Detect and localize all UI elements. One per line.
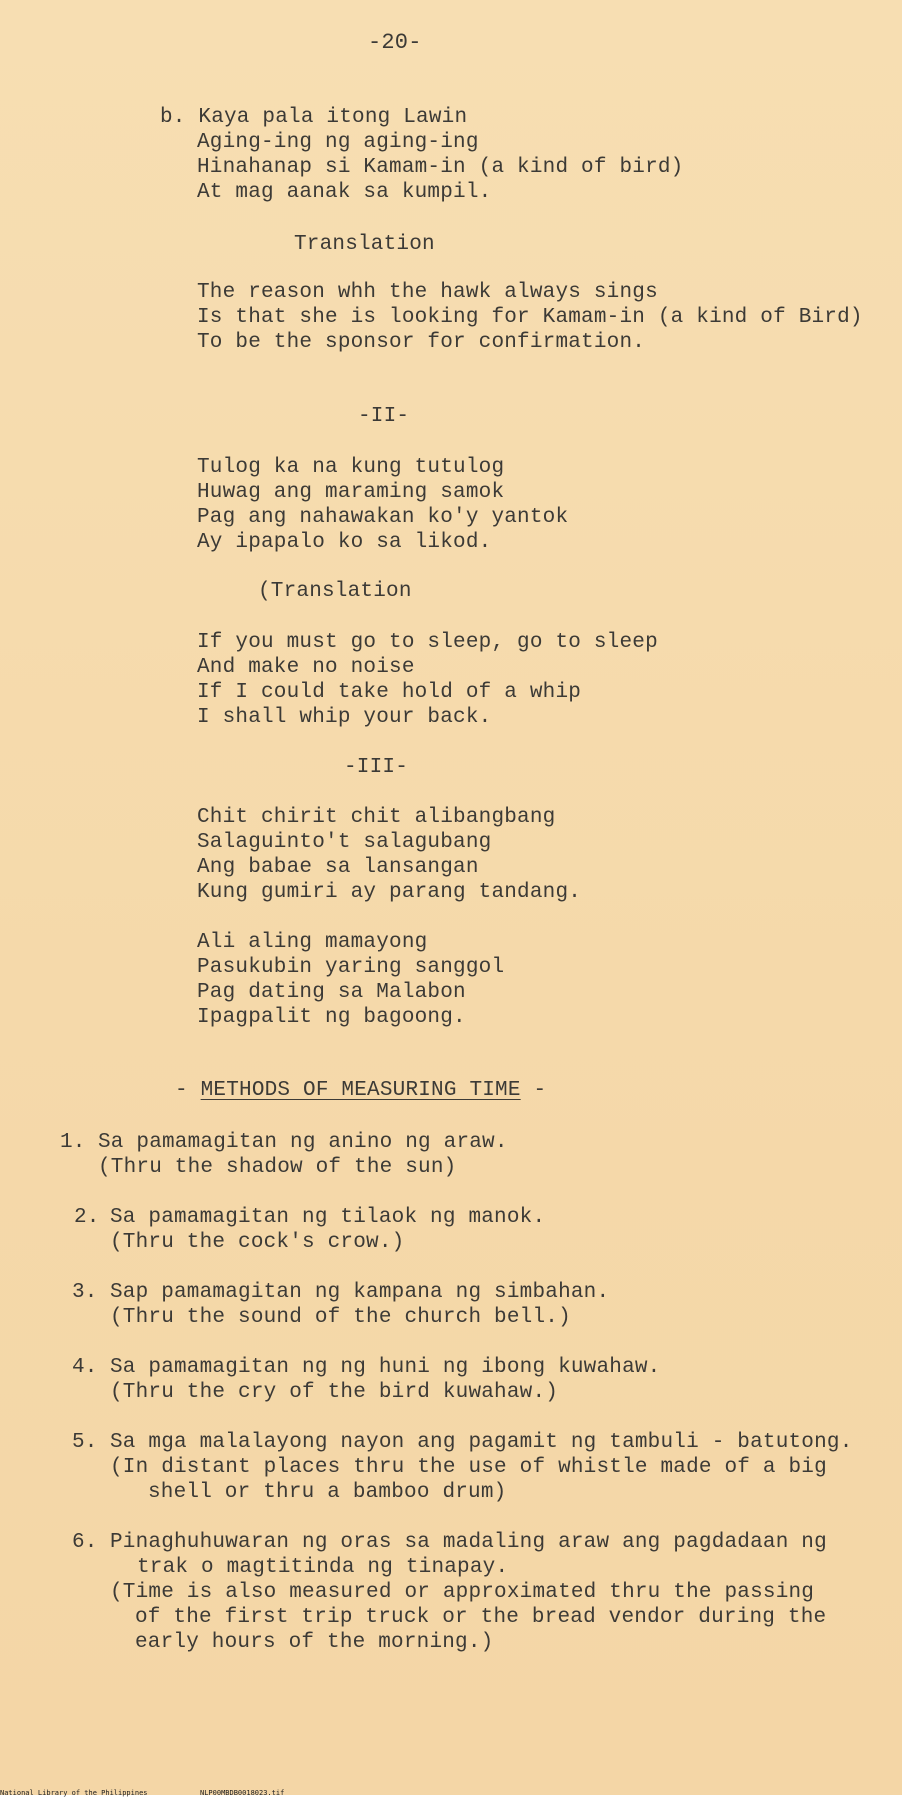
- method-6-line-2: trak o magtitinda ng tinapay.: [137, 1556, 509, 1579]
- method-5-number: 5.: [72, 1431, 98, 1454]
- section-iii-stanza1-line-3: Ang babae sa lansangan: [197, 856, 479, 879]
- method-1-line-2: (Thru the shadow of the sun): [98, 1156, 457, 1179]
- translation-heading-b: Translation: [294, 233, 435, 256]
- stanza-b-line-2: Aging-ing ng aging-ing: [197, 131, 479, 154]
- section-iii-stanza1-line-2: Salaguinto't salagubang: [197, 831, 492, 854]
- method-5-line-2: (In distant places thru the use of whistle made of a big: [110, 1456, 827, 1479]
- method-4-number: 4.: [72, 1356, 98, 1379]
- section-iii-stanza2-line-3: Pag dating sa Malabon: [197, 981, 466, 1004]
- method-6-line-3: (Time is also measured or approximated thru the passing: [110, 1581, 815, 1604]
- method-3-number: 3.: [72, 1281, 98, 1304]
- page-number: -20-: [368, 30, 422, 55]
- translation-ii-line-2: And make no noise: [197, 656, 415, 679]
- method-4-line-1: Sa pamamagitan ng ng huni ng ibong kuwahaw.: [110, 1356, 661, 1379]
- section-iii-stanza2-line-1: Ali aling mamayong: [197, 931, 428, 954]
- section-ii-line-3: Pag ang nahawakan ko'y yantok: [197, 506, 569, 529]
- method-6-line-1: Pinaghuhuwaran ng oras sa madaling araw ang pagdadaan ng: [110, 1531, 827, 1554]
- method-2-line-2: (Thru the cock's crow.): [110, 1231, 405, 1254]
- section-iii-heading: -III-: [344, 756, 409, 779]
- methods-heading: [175, 1078, 546, 1103]
- section-iii-stanza1-line-1: Chit chirit chit alibangbang: [197, 806, 556, 829]
- method-1-line-1: Sa pamamagitan ng anino ng araw.: [98, 1131, 508, 1154]
- method-3-line-1: Sap pamamagitan ng kampana ng simbahan.: [110, 1281, 610, 1304]
- stanza-b-line-4: At mag aanak sa kumpil.: [197, 181, 492, 204]
- methods-heading-text: METHODS OF MEASURING TIME: [200, 1079, 521, 1102]
- section-ii-line-2: Huwag ang maraming samok: [197, 481, 505, 504]
- translation-b-line-1: The reason whh the hawk always sings: [197, 281, 658, 304]
- method-1-number: 1.: [60, 1131, 86, 1154]
- method-4-line-2: (Thru the cry of the bird kuwahaw.): [110, 1381, 559, 1404]
- footer-filename: NLP00MBDB0018023.tif: [200, 1789, 285, 1797]
- translation-b-line-2: Is that she is looking for Kamam-in (a kind of Bird): [197, 306, 863, 329]
- method-6-number: 6.: [72, 1531, 98, 1554]
- method-6-line-5: early hours of the morning.): [135, 1631, 494, 1654]
- translation-b-line-3: To be the sponsor for confirmation.: [197, 331, 646, 354]
- section-ii-heading: -II-: [358, 405, 410, 428]
- translation-ii-line-3: If I could take hold of a whip: [197, 681, 582, 704]
- section-iii-stanza1-line-4: Kung gumiri ay parang tandang.: [197, 881, 582, 904]
- method-2-number: 2.: [74, 1206, 100, 1229]
- stanza-b-line-1: b. Kaya pala itong Lawin: [160, 106, 468, 129]
- footer-library-label: National Library of the Philippines: [0, 1789, 148, 1797]
- translation-ii-line-1: If you must go to sleep, go to sleep: [197, 631, 658, 654]
- translation-heading-ii: (Translation: [258, 580, 412, 603]
- section-iii-stanza2-line-4: Ipagpalit ng bagoong.: [197, 1006, 466, 1029]
- method-3-line-2: (Thru the sound of the church bell.): [110, 1306, 571, 1329]
- methods-heading-prefix: -: [175, 1079, 201, 1102]
- method-5-line-1: Sa mga malalayong nayon ang pagamit ng tambuli - batutong.: [110, 1431, 853, 1454]
- section-ii-line-4: Ay ipapalo ko sa likod.: [197, 531, 492, 554]
- method-2-line-1: Sa pamamagitan ng tilaok ng manok.: [110, 1206, 546, 1229]
- section-ii-line-1: Tulog ka na kung tutulog: [197, 456, 505, 479]
- translation-ii-line-4: I shall whip your back.: [197, 706, 492, 729]
- method-5-line-3: shell or thru a bamboo drum): [148, 1481, 507, 1504]
- method-6-line-4: of the first trip truck or the bread vendor during the: [135, 1606, 827, 1629]
- section-iii-stanza2-line-2: Pasukubin yaring sanggol: [197, 956, 505, 979]
- methods-heading-suffix: -: [520, 1079, 547, 1102]
- stanza-b-line-3: Hinahanap si Kamam-in (a kind of bird): [197, 156, 684, 179]
